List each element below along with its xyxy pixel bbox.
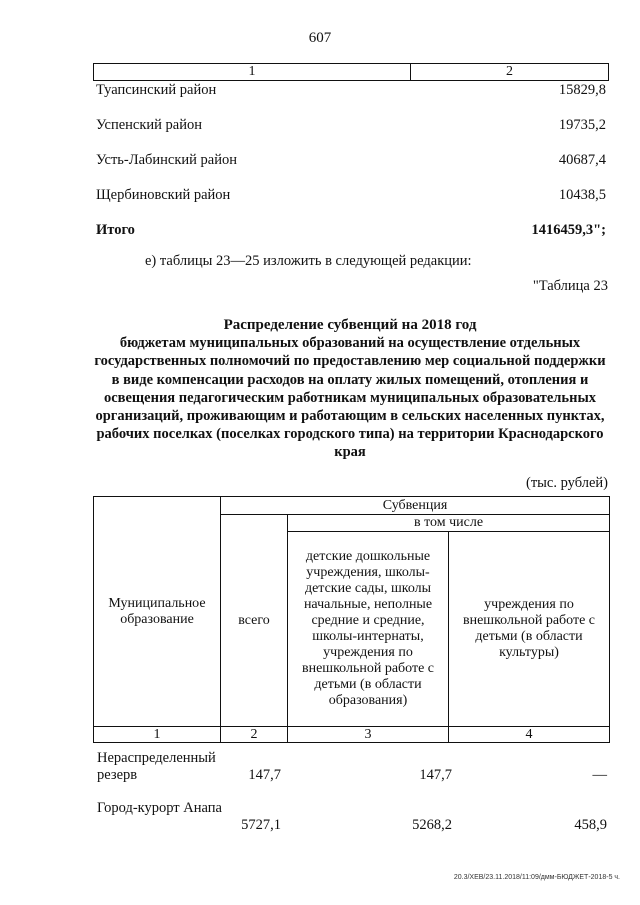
top-table-header (93, 63, 609, 81)
district-value: 19735,2 (558, 117, 606, 133)
header-education: детские дошкольные учреждения, школы-детские сады, школы начальные, неполные средние и средние, школы-интернаты, учреждения по внешкольной работе с детьми (в области образования) (288, 532, 449, 727)
municipality-name: Нераспределенный резерв (97, 750, 216, 783)
total-value: 147,7 (248, 767, 281, 783)
district-name: Туапсинский район (96, 82, 217, 98)
header-subvention: Субвенция (221, 497, 610, 515)
column-number: 2 (411, 64, 609, 81)
subvention-table (93, 496, 610, 743)
district-value: 40687,4 (558, 152, 606, 168)
table-title (90, 316, 610, 462)
title-line-1: Распределение субвенций на 2018 год (223, 317, 477, 333)
total-value: 1416459,3"; (531, 222, 606, 238)
district-name: Щербиновский район (96, 187, 231, 203)
page-number: 607 (308, 30, 332, 46)
header-culture: учреждения по внешкольной работе с детьми (в области культуры) (449, 532, 610, 727)
instruction-text: е) таблицы 23—25 изложить в следующей редакции: (145, 253, 472, 269)
total-label: Итого (96, 222, 135, 238)
column-number: 3 (288, 727, 449, 743)
municipality-name: Город-курорт Анапа (97, 800, 222, 816)
education-value: 147,7 (419, 767, 452, 783)
header-municipality: Муниципальное образование (94, 497, 221, 727)
data-rows (93, 750, 610, 834)
district-value: 10438,5 (558, 187, 606, 203)
district-value: 15829,8 (558, 82, 606, 98)
district-name: Усть-Лабинский район (96, 152, 237, 168)
column-number: 2 (221, 727, 288, 743)
total-value: 5727,1 (241, 817, 281, 833)
document-code: 20.3/ХЕВ/23.11.2018/11:09/дмм-БЮДЖЕТ-2018-5 ч. (453, 874, 620, 881)
column-number: 1 (94, 727, 221, 743)
culture-value: — (592, 767, 607, 783)
header-including: в том числе (288, 515, 610, 532)
table-reference: "Таблица 23 (532, 278, 608, 294)
district-name: Успенский район (96, 117, 202, 133)
education-value: 5268,2 (412, 817, 452, 833)
unit-label: (тыс. рублей) (526, 475, 608, 491)
table-row (93, 750, 610, 784)
culture-value: 458,9 (574, 817, 607, 833)
column-number: 4 (449, 727, 610, 743)
title-rest: бюджетам муниципальных образований на осуществление отдельных государственных полномочий по предоставлению мер социальной поддержки в виде компенсации расходов на оплату жилых помещений, отопления и освещения педагогическим работникам муниципальных образовательных организаций, проживающим и работающим в сельских населенных пунктах, рабочих поселках (поселках городского типа) на территории Краснодарского края (94, 335, 606, 461)
header-total: всего (221, 515, 288, 727)
column-number: 1 (94, 64, 411, 81)
table-row (93, 800, 610, 834)
